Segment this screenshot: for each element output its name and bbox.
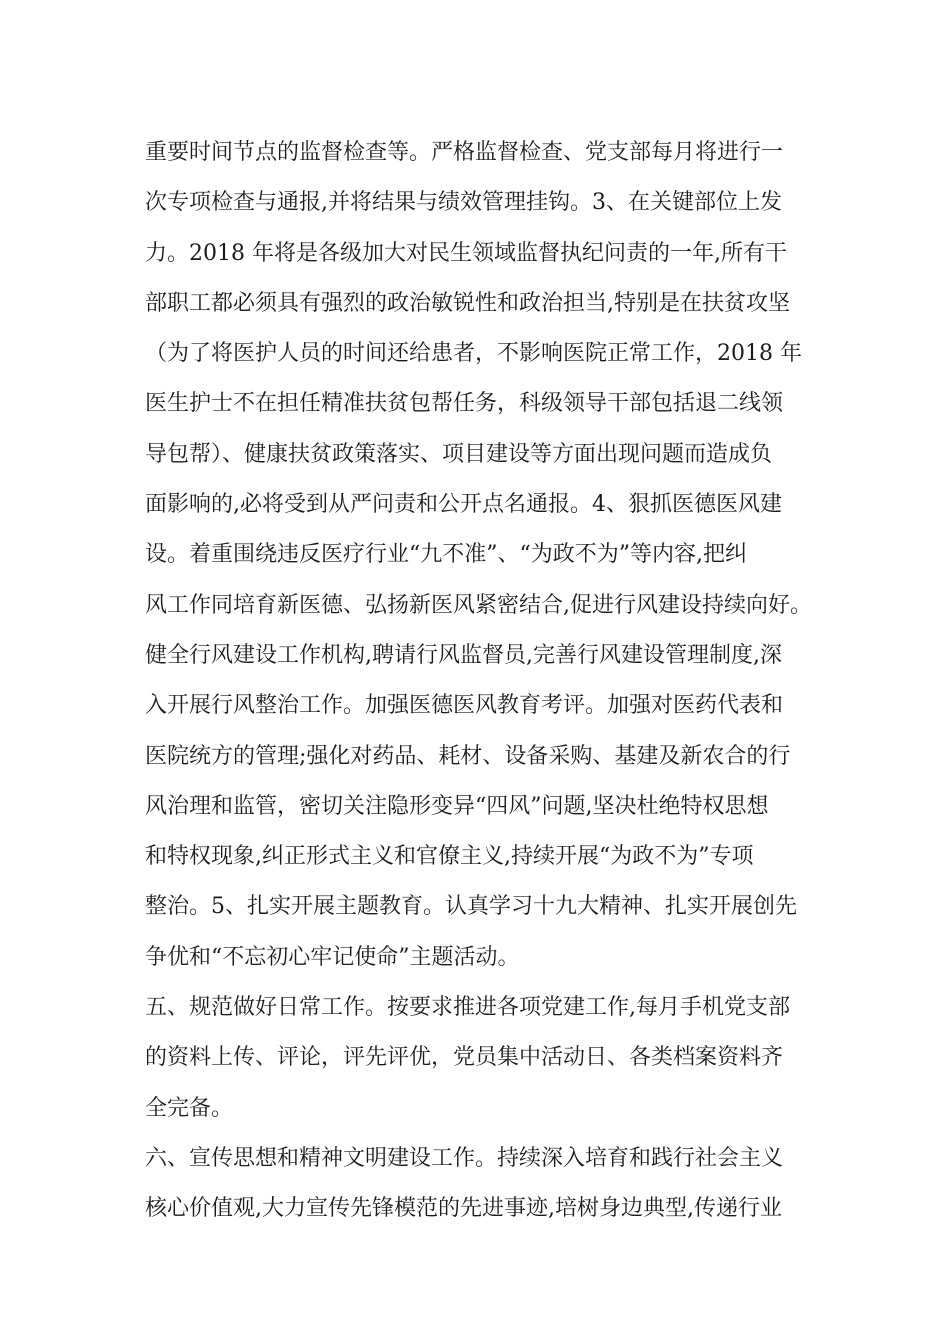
text-line: 入开展行风整治工作。加强医德医风教育考评。加强对医药代表和 [145, 693, 784, 719]
text-line: 的资料上传、评论，评先评优，党员集中活动日、各类档案资料齐 [145, 1045, 784, 1071]
text-line: 五、规范做好日常工作。按要求推进各项党建工作,每月手机党支部 [145, 995, 790, 1021]
text-line: 次专项检查与通报,并将结果与绩效管理挂钩。3、在关键部位上发 [145, 190, 782, 216]
text-line: 医生护士不在担任精准扶贫包帮任务，科级领导干部包括退二线领 [145, 391, 784, 417]
text-line: 健全行风建设工作机构,聘请行风监督员,完善行风建设管理制度,深 [145, 642, 782, 668]
text-line: 整治。5、扎实开展主题教育。认真学习十九大精神、扎实开展创先 [145, 894, 797, 920]
text-line: 风治理和监管，密切关注隐形变异“四风”问题,坚决杜绝特权思想 [145, 793, 769, 819]
body-text [145, 128, 815, 1235]
text-line: 和特权现象,纠正形式主义和官僚主义,持续开展“为政不为”专项 [145, 844, 754, 870]
text-line: 导包帮）、健康扶贫政策落实、项目建设等方面出现问题而造成负 [145, 441, 773, 467]
text-line: 争优和“不忘初心牢记使命”主题活动。 [145, 944, 520, 970]
text-line: 六、宣传思想和精神文明建设工作。持续深入培育和践行社会主义 [145, 1145, 784, 1171]
text-line: 面影响的,必将受到从严问责和公开点名通报。4、狠抓医德医风建 [145, 492, 782, 518]
text-line: 全完备。 [145, 1095, 234, 1121]
text-line: （为了将医护人员的时间还给患者，不影响医院正常工作，2018 年 [145, 341, 802, 367]
text-line: 核心价值观,大力宣传先锋模范的先进事迹,培树身边典型,传递行业 [145, 1196, 782, 1222]
text-line: 力。2018 年将是各级加大对民生领域监督执纪问责的一年,所有干 [145, 240, 787, 266]
text-line: 风工作同培育新医德、弘扬新医风紧密结合,促进行风建设持续向好。 [145, 592, 812, 618]
text-line: 医院统方的管理;强化对药品、耗材、设备采购、基建及新农合的行 [145, 743, 791, 769]
text-line: 设。着重围绕违反医疗行业“九不准”、“为政不为”等内容,把纠 [145, 542, 747, 568]
text-line: 重要时间节点的监督检查等。严格监督检查、党支部每月将进行一 [145, 140, 784, 165]
text-line: 部职工都必须具有强烈的政治敏锐性和政治担当,特别是在扶贫攻坚 [145, 290, 790, 316]
